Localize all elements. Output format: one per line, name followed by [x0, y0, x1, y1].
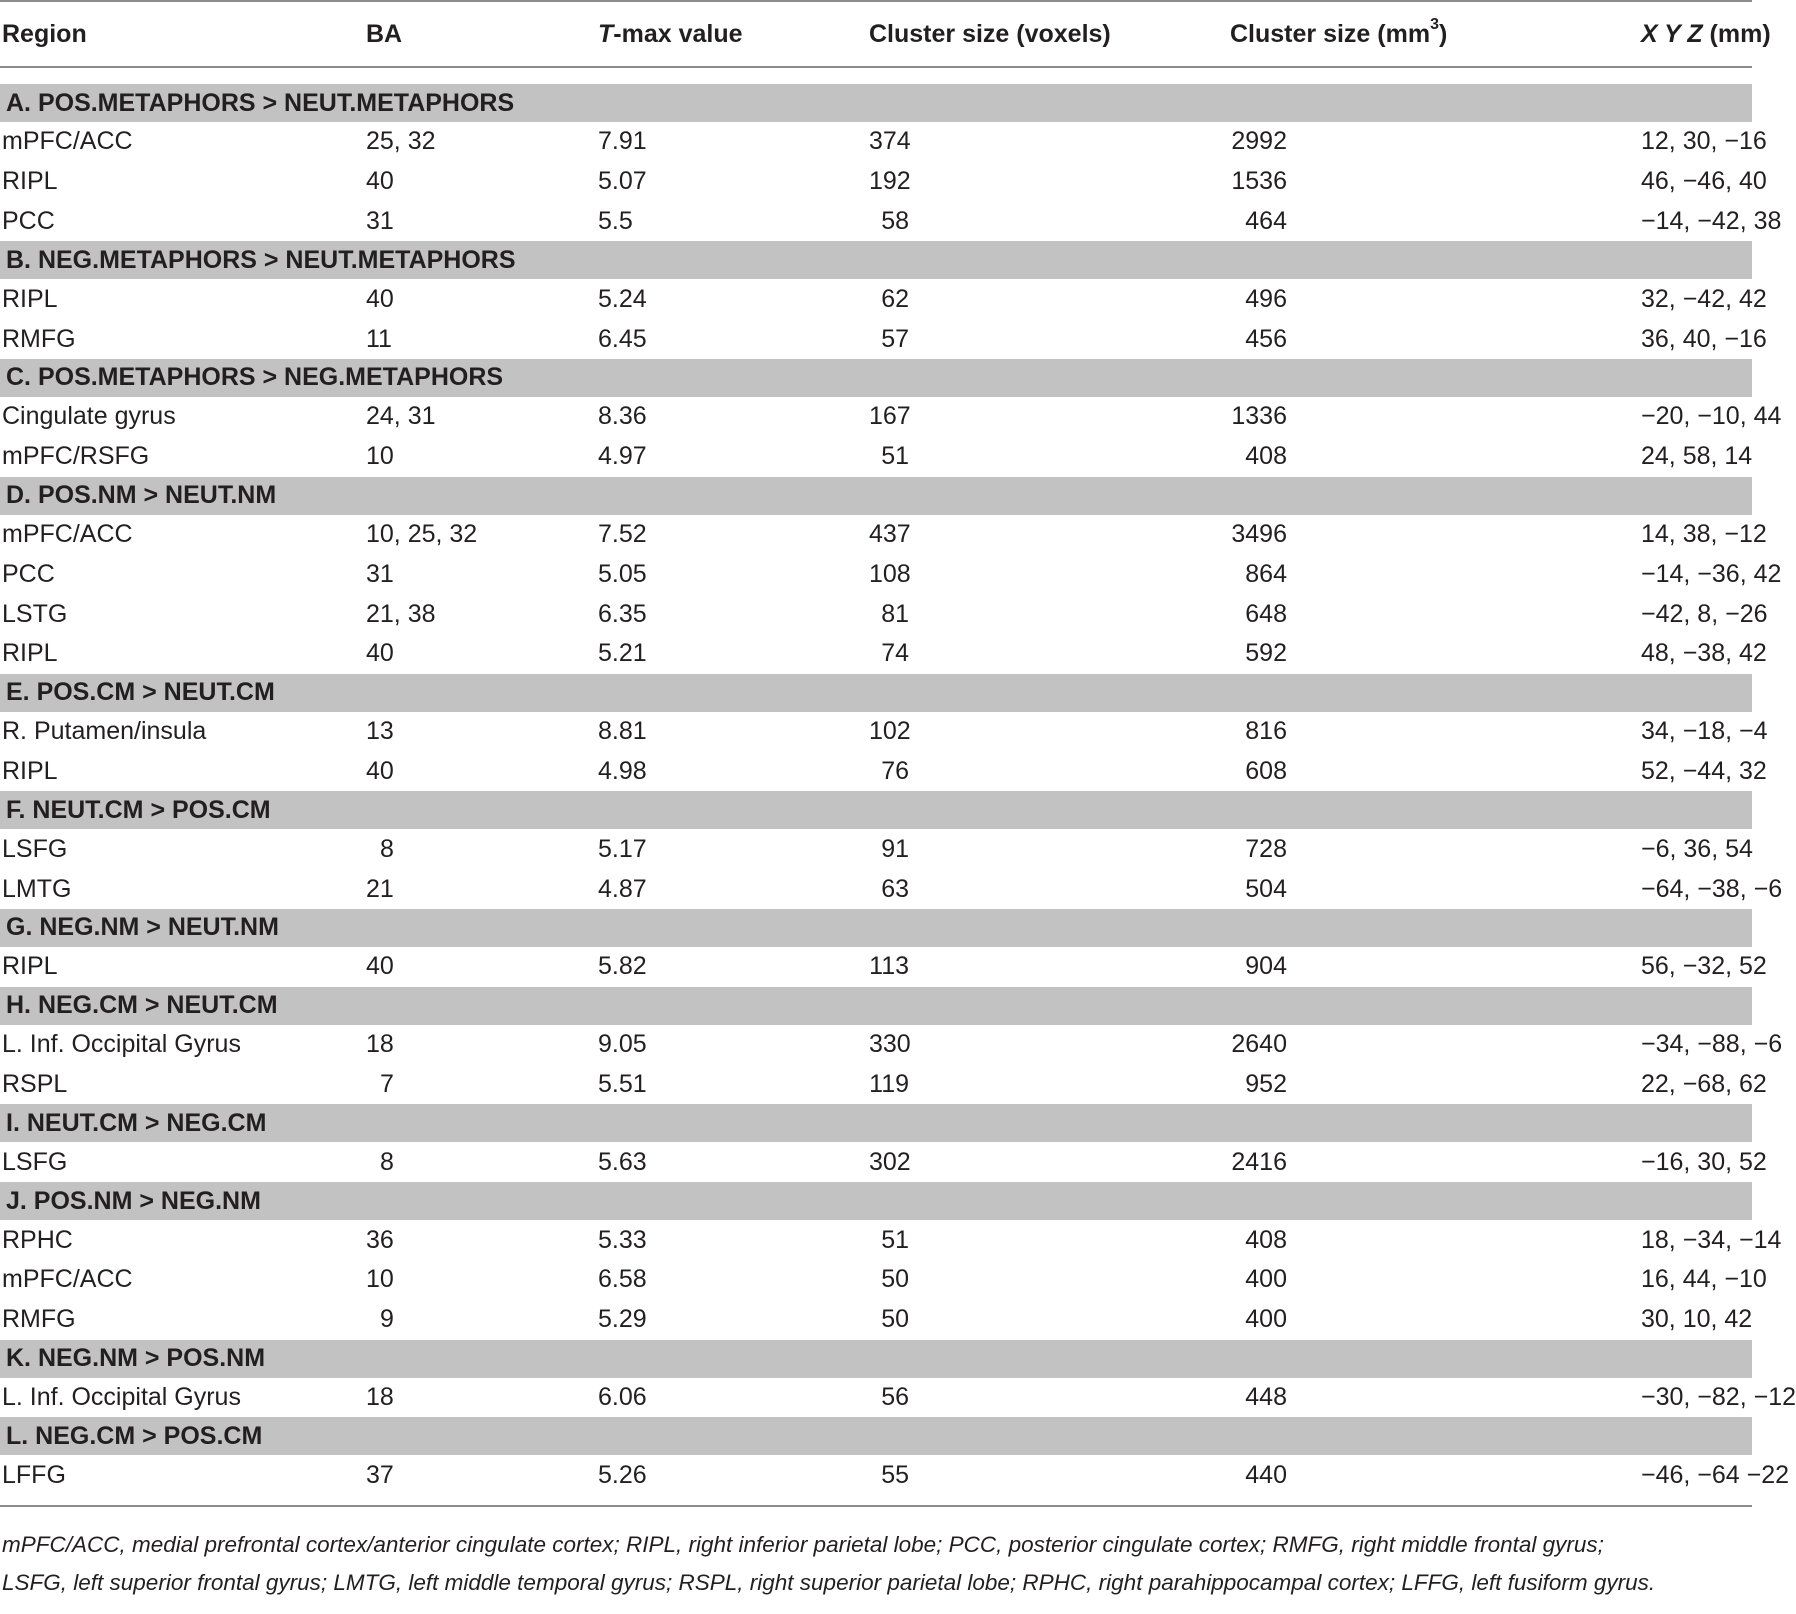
cell-xyz: −14, −36, 42	[1641, 559, 1782, 588]
section-title: I. NEUT.CM > NEG.CM	[0, 1104, 1752, 1142]
cell-voxels: 63	[881, 874, 909, 903]
cell-voxels: 192	[869, 167, 911, 196]
cell-xyz: −46, −64 −22	[1641, 1460, 1790, 1489]
cell-region: RSPL	[2, 1069, 68, 1098]
cell-ba: 21	[366, 874, 394, 903]
cell-tmax: 5.5	[598, 206, 633, 235]
cell-region: RMFG	[2, 324, 76, 353]
cell-mm3: 440	[1245, 1460, 1287, 1489]
section-title: G. NEG.NM > NEUT.NM	[0, 909, 1752, 947]
cell-voxels: 51	[881, 442, 909, 471]
cell-xyz: 46, −46, 40	[1641, 167, 1767, 196]
cell-tmax: 5.63	[598, 1147, 647, 1176]
table-bottom-rule	[0, 1505, 1752, 1507]
cell-voxels: 91	[881, 834, 909, 863]
cell-voxels: 113	[869, 952, 909, 981]
cell-mm3: 816	[1245, 717, 1287, 746]
section-header-row	[0, 1340, 1752, 1378]
cell-mm3: 2640	[1231, 1030, 1287, 1059]
cell-ba: 31	[366, 206, 394, 235]
table-row	[0, 712, 1752, 752]
cell-region: RIPL	[2, 952, 58, 981]
cell-mm3: 1336	[1231, 402, 1287, 431]
cell-xyz: 16, 44, −10	[1641, 1265, 1767, 1294]
section-header-row	[0, 477, 1752, 515]
cell-xyz: 34, −18, −4	[1641, 717, 1768, 746]
cell-region: LSFG	[2, 834, 68, 863]
table-row	[0, 397, 1752, 437]
section-title: F. NEUT.CM > POS.CM	[0, 791, 1752, 829]
cell-tmax: 8.36	[598, 402, 647, 431]
cell-ba: 8	[380, 834, 394, 863]
cell-mm3: 728	[1245, 834, 1287, 863]
cell-xyz: 32, −42, 42	[1641, 284, 1767, 313]
cell-voxels: 58	[881, 206, 909, 235]
cell-voxels: 56	[881, 1382, 909, 1411]
cell-voxels: 374	[869, 127, 911, 156]
cell-region: LSFG	[2, 1147, 68, 1176]
cell-ba: 40	[366, 639, 394, 668]
table-row	[0, 1142, 1752, 1182]
col-header-ba: BA	[366, 1, 598, 67]
section-title: E. POS.CM > NEUT.CM	[0, 674, 1752, 712]
cell-tmax: 6.58	[598, 1265, 647, 1294]
cell-ba: 21, 38	[366, 599, 436, 628]
cell-tmax: 6.35	[598, 599, 647, 628]
cell-region: RIPL	[2, 284, 58, 313]
cell-mm3: 504	[1245, 874, 1287, 903]
cell-mm3: 864	[1245, 559, 1287, 588]
cell-mm3: 448	[1245, 1382, 1287, 1411]
cell-voxels: 62	[881, 284, 909, 313]
cell-xyz: 36, 40, −16	[1641, 324, 1767, 353]
table-row	[0, 1260, 1752, 1300]
section-header-row	[0, 674, 1752, 712]
cell-tmax: 5.26	[598, 1460, 647, 1489]
cell-tmax: 6.45	[598, 324, 647, 353]
cell-mm3: 3496	[1231, 519, 1287, 548]
footnote-line-1: mPFC/ACC, medial prefrontal cortex/anterior cingulate cortex; RIPL, right inferior parietal lobe; PCC, posterior cingulate cortex; RMFG, right middle frontal gyrus;	[2, 1532, 1604, 1557]
cell-voxels: 167	[869, 402, 911, 431]
cell-mm3: 648	[1245, 599, 1287, 628]
cell-region: mPFC/ACC	[2, 1265, 133, 1294]
cell-voxels: 437	[869, 519, 911, 548]
table-row	[0, 162, 1752, 202]
col-header-tmax: T-max value	[598, 1, 869, 67]
cell-ba: 40	[366, 952, 394, 981]
table-row	[0, 947, 1752, 987]
cell-tmax: 9.05	[598, 1030, 647, 1059]
cell-voxels: 74	[881, 639, 909, 668]
section-header-row	[0, 987, 1752, 1025]
cell-xyz: 22, −68, 62	[1641, 1069, 1767, 1098]
section-title: L. NEG.CM > POS.CM	[0, 1417, 1752, 1455]
cell-mm3: 456	[1245, 324, 1287, 353]
cell-mm3: 400	[1245, 1305, 1287, 1334]
table-row	[0, 437, 1752, 477]
cell-tmax: 4.87	[598, 874, 647, 903]
cell-ba: 18	[366, 1030, 394, 1059]
cell-ba: 31	[366, 559, 394, 588]
cell-mm3: 952	[1245, 1069, 1287, 1098]
cell-ba: 24, 31	[366, 402, 436, 431]
cell-voxels: 108	[869, 559, 911, 588]
cell-mm3: 592	[1245, 639, 1287, 668]
cell-tmax: 5.17	[598, 834, 647, 863]
cell-voxels: 119	[869, 1069, 909, 1098]
cell-ba: 36	[366, 1225, 394, 1254]
cell-tmax: 4.97	[598, 442, 647, 471]
cell-tmax: 8.81	[598, 717, 647, 746]
cell-xyz: −64, −38, −6	[1641, 874, 1783, 903]
cell-ba: 10	[366, 442, 394, 471]
cell-xyz: 18, −34, −14	[1641, 1225, 1782, 1254]
cell-region: PCC	[2, 206, 55, 235]
cell-tmax: 5.24	[598, 284, 647, 313]
section-header-row	[0, 1417, 1752, 1455]
section-title: K. NEG.NM > POS.NM	[0, 1340, 1752, 1378]
cell-voxels: 81	[881, 599, 909, 628]
table-row	[0, 1065, 1752, 1105]
cell-tmax: 4.98	[598, 756, 647, 785]
cell-xyz: 14, 38, −12	[1641, 519, 1767, 548]
cell-ba: 37	[366, 1460, 394, 1489]
cell-xyz: −42, 8, −26	[1641, 599, 1768, 628]
cell-ba: 8	[380, 1147, 394, 1176]
cell-xyz: 24, 58, 14	[1641, 442, 1753, 471]
cell-region: LSTG	[2, 599, 68, 628]
cell-tmax: 5.29	[598, 1305, 647, 1334]
table-row	[0, 319, 1752, 359]
table-row	[0, 829, 1752, 869]
cell-ba: 40	[366, 284, 394, 313]
cell-tmax: 5.51	[598, 1069, 647, 1098]
cell-ba: 10	[366, 1265, 394, 1294]
cell-xyz: −14, −42, 38	[1641, 206, 1782, 235]
table-row	[0, 554, 1752, 594]
cell-region: mPFC/ACC	[2, 127, 133, 156]
cell-mm3: 408	[1245, 442, 1287, 471]
table-row	[0, 752, 1752, 792]
cell-voxels: 55	[881, 1460, 909, 1489]
table-row	[0, 279, 1752, 319]
section-title: J. POS.NM > NEG.NM	[0, 1182, 1752, 1220]
cell-mm3: 464	[1245, 206, 1287, 235]
section-header-row	[0, 791, 1752, 829]
cell-xyz: −6, 36, 54	[1641, 834, 1753, 863]
cell-voxels: 57	[881, 324, 909, 353]
cell-region: RMFG	[2, 1305, 76, 1334]
cell-voxels: 330	[869, 1030, 911, 1059]
cell-ba: 10, 25, 32	[366, 519, 478, 548]
cell-xyz: −20, −10, 44	[1641, 402, 1782, 431]
table-row	[0, 594, 1752, 634]
cell-voxels: 50	[881, 1265, 909, 1294]
cell-voxels: 51	[881, 1225, 909, 1254]
table-row	[0, 1220, 1752, 1260]
cell-region: RIPL	[2, 756, 58, 785]
cell-region: L. Inf. Occipital Gyrus	[2, 1382, 241, 1411]
section-title: D. POS.NM > NEUT.NM	[0, 477, 1752, 515]
col-header-voxels: Cluster size (voxels)	[869, 1, 1230, 67]
col-header-region: Region	[0, 1, 366, 67]
cell-region: RPHC	[2, 1225, 73, 1254]
cell-xyz: −34, −88, −6	[1641, 1030, 1783, 1059]
section-header-row	[0, 84, 1752, 122]
table-footnote	[2, 1526, 1752, 1602]
table-row	[0, 515, 1752, 555]
table-row	[0, 1025, 1752, 1065]
table-row	[0, 1378, 1752, 1418]
cell-ba: 9	[380, 1305, 394, 1334]
section-header-row	[0, 909, 1752, 947]
cell-xyz: 48, −38, 42	[1641, 639, 1767, 668]
cell-region: L. Inf. Occipital Gyrus	[2, 1030, 241, 1059]
cell-region: PCC	[2, 559, 55, 588]
cell-mm3: 608	[1245, 756, 1287, 785]
cell-ba: 13	[366, 717, 394, 746]
cell-region: RIPL	[2, 167, 58, 196]
cell-voxels: 302	[869, 1147, 911, 1176]
cell-tmax: 5.07	[598, 167, 647, 196]
cell-tmax: 7.91	[598, 127, 647, 156]
section-header-row	[0, 241, 1752, 279]
section-header-row	[0, 359, 1752, 397]
table-row	[0, 634, 1752, 674]
cell-tmax: 5.21	[598, 639, 647, 668]
section-title: C. POS.METAPHORS > NEG.METAPHORS	[0, 359, 1752, 397]
cell-ba: 11	[366, 324, 392, 353]
section-header-row	[0, 1104, 1752, 1142]
section-title: B. NEG.METAPHORS > NEUT.METAPHORS	[0, 241, 1752, 279]
cell-tmax: 5.82	[598, 952, 647, 981]
cell-tmax: 5.05	[598, 559, 647, 588]
results-table-body	[0, 67, 1796, 1495]
cell-mm3: 496	[1245, 284, 1287, 313]
cell-ba: 18	[366, 1382, 394, 1411]
section-title: A. POS.METAPHORS > NEUT.METAPHORS	[0, 84, 1752, 122]
cell-ba: 40	[366, 167, 394, 196]
cell-mm3: 408	[1245, 1225, 1287, 1254]
table-row	[0, 122, 1752, 162]
table-row	[0, 1300, 1752, 1340]
cell-voxels: 50	[881, 1305, 909, 1334]
cell-mm3: 2992	[1231, 127, 1287, 156]
cell-xyz: 56, −32, 52	[1641, 952, 1767, 981]
cell-voxels: 76	[881, 756, 909, 785]
footnote-line-2: LSFG, left superior frontal gyrus; LMTG, left middle temporal gyrus; RSPL, right superior parietal lobe; RPHC, right parahippocampal cortex; LFFG, left fusiform gyrus.	[2, 1570, 1656, 1595]
cell-voxels: 102	[869, 717, 911, 746]
col-header-xyz: X Y Z (mm)	[1641, 1, 1752, 67]
cell-mm3: 2416	[1231, 1147, 1287, 1176]
table-row	[0, 202, 1752, 242]
section-header-row	[0, 1182, 1752, 1220]
cell-region: Cingulate gyrus	[2, 402, 176, 431]
cell-tmax: 6.06	[598, 1382, 647, 1411]
cell-region: LMTG	[2, 874, 72, 903]
cell-xyz: −16, 30, 52	[1641, 1147, 1767, 1176]
col-header-mm3: Cluster size $(mm^3)$	[1230, 1, 1641, 67]
cell-tmax: 7.52	[598, 519, 647, 548]
header-row	[0, 1, 1752, 67]
cell-region: LFFG	[2, 1460, 66, 1489]
cell-region: mPFC/RSFG	[2, 442, 150, 471]
cell-xyz: 12, 30, −16	[1641, 127, 1767, 156]
cell-tmax: 5.33	[598, 1225, 647, 1254]
table-row	[0, 869, 1752, 909]
cell-ba: 7	[380, 1069, 394, 1098]
cell-ba: 40	[366, 756, 394, 785]
cell-xyz: 52, −44, 32	[1641, 756, 1767, 785]
cell-xyz: 30, 10, 42	[1641, 1305, 1753, 1334]
cell-ba: 25, 32	[366, 127, 436, 156]
cell-mm3: 904	[1245, 952, 1287, 981]
section-title: H. NEG.CM > NEUT.CM	[0, 987, 1752, 1025]
cell-xyz: −30, −82, −12	[1641, 1382, 1796, 1411]
cell-region: mPFC/ACC	[2, 519, 133, 548]
cell-region: R. Putamen/insula	[2, 717, 207, 746]
cell-mm3: 1536	[1231, 167, 1287, 196]
table-row	[0, 1455, 1752, 1495]
cell-mm3: 400	[1245, 1265, 1287, 1294]
cell-region: RIPL	[2, 639, 58, 668]
